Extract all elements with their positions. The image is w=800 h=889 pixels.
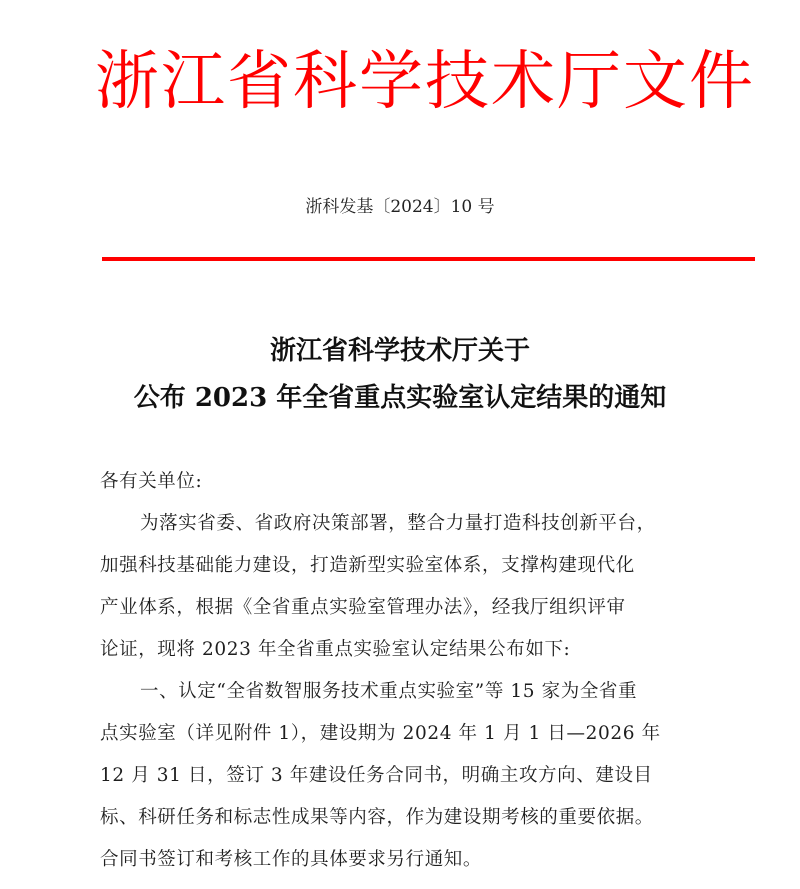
header-divider-red-line bbox=[102, 257, 755, 261]
document-number: 浙科发基〔2024〕10 号 bbox=[305, 197, 495, 217]
body-paragraph-line: 标、科研任务和标志性成果等内容，作为建设期考核的重要依据。 bbox=[100, 807, 654, 828]
salutation: 各有关单位: bbox=[100, 471, 203, 492]
notice-title-line-1: 浙江省科学技术厅关于 bbox=[269, 336, 530, 366]
body-paragraph-line: 加强科技基础能力建设，打造新型实验室体系，支撑构建现代化 bbox=[100, 555, 635, 576]
body-paragraph-line: 论证，现将 2023 年全省重点实验室认定结果公布如下: bbox=[100, 639, 571, 660]
body-paragraph-line: 点实验室（详见附件 1），建设期为 2024 年 1 月 1 日—2026 年 bbox=[100, 723, 661, 744]
notice-title-line-2: 公布 2023 年全省重点实验室认定结果的通知 bbox=[133, 383, 667, 413]
body-paragraph-line: 为落实省委、省政府决策部署，整合力量打造科技创新平台， bbox=[140, 513, 656, 534]
body-paragraph-line: 一、认定“全省数智服务技术重点实验室”等 15 家为全省重 bbox=[140, 681, 638, 702]
body-paragraph-line: 产业体系，根据《全省重点实验室管理办法》，经我厅组织评审 bbox=[100, 597, 626, 618]
document-header-title: 浙江省科学技术厅文件 bbox=[95, 45, 755, 119]
body-paragraph-line: 合同书签订和考核工作的具体要求另行通知。 bbox=[100, 849, 483, 870]
body-paragraph-line: 12 月 31 日，签订 3 年建设任务合同书，明确主攻方向、建设目 bbox=[100, 765, 653, 786]
